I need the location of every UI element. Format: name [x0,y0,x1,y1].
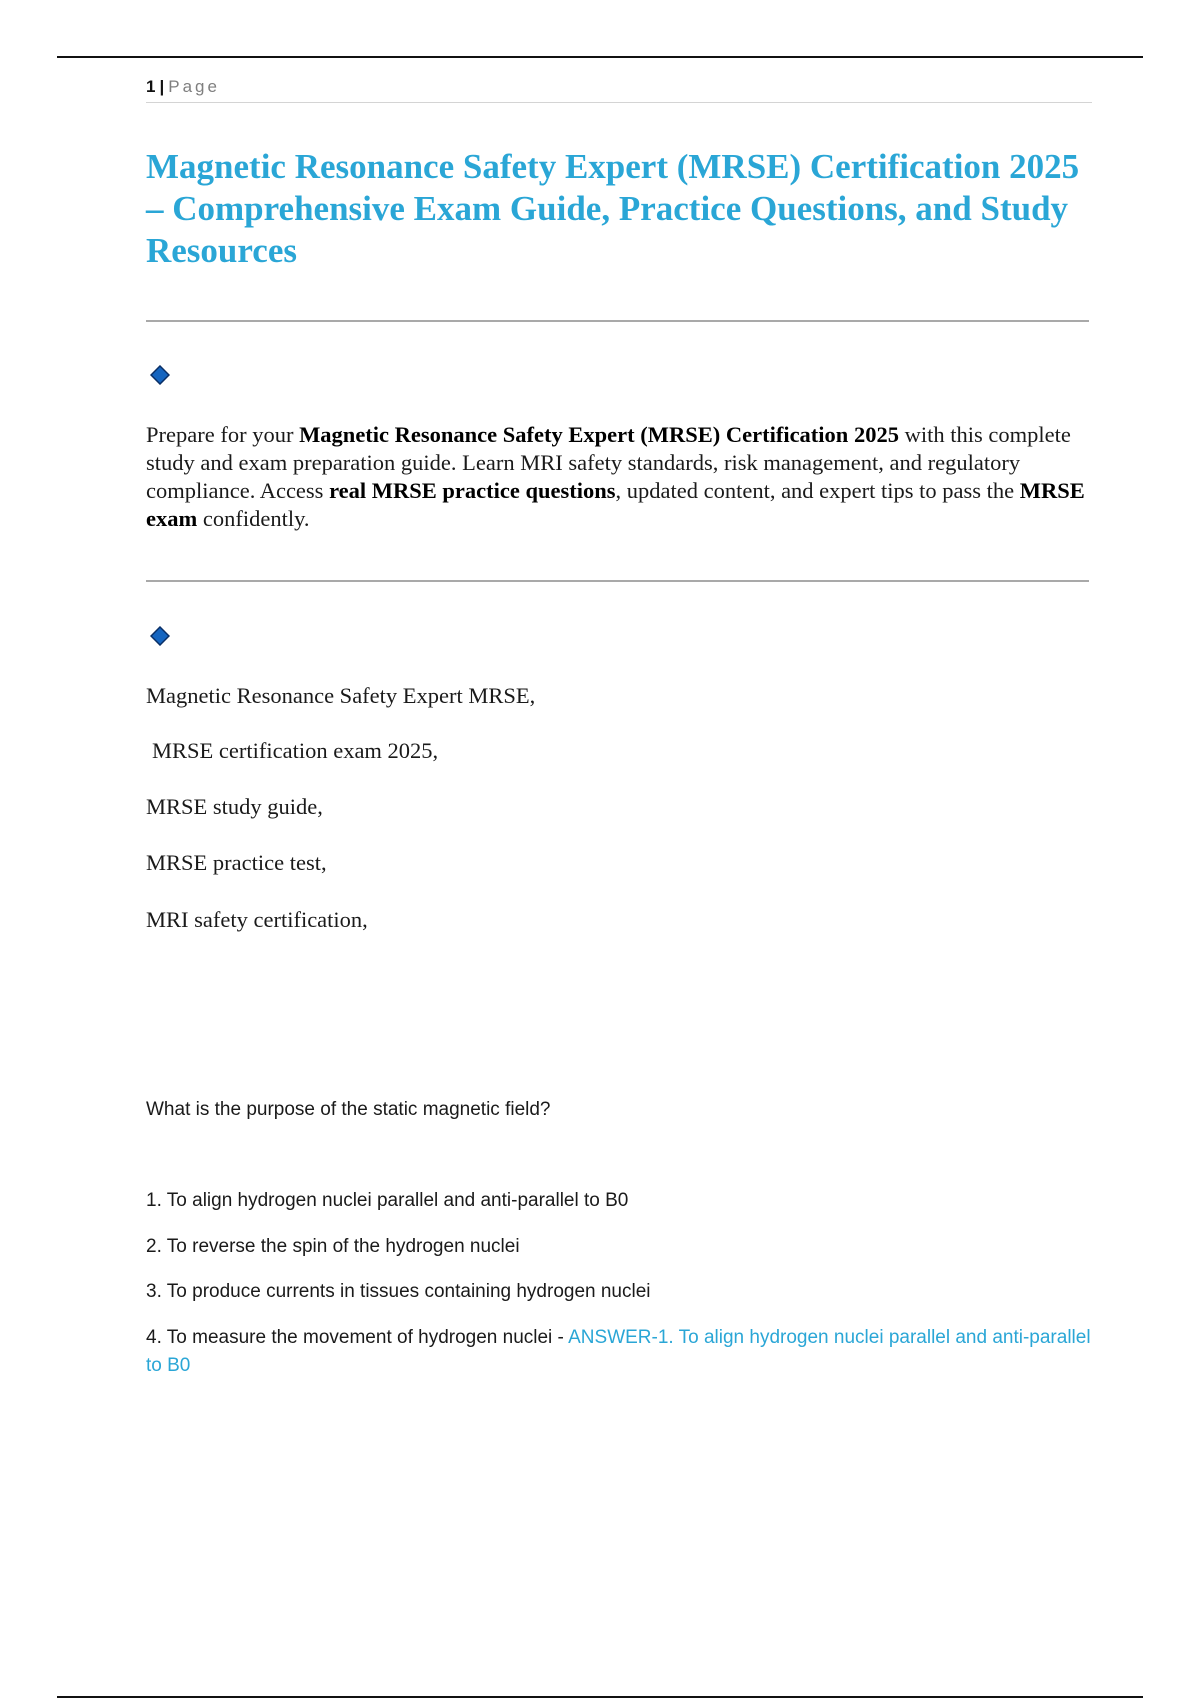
page-number: 1 [146,77,156,96]
section-divider [146,580,1089,582]
intro-paragraph [146,421,1094,533]
intro-text: with this complete study and exam preparation guide. Learn MRI safety standards, risk management, and regulatory compliance. Access [146,422,1071,503]
correct-answer: ANSWER-1. To align hydrogen nuclei parallel and anti-parallel to B0 [146,1327,1091,1376]
answer-option: 1. To align hydrogen nuclei parallel and anti-parallel to B0 [146,1190,629,1211]
document-title: Magnetic Resonance Safety Expert (MRSE) Certification 2025 – Comprehensive Exam Guide, Practice Questions, and Study Resources [146,147,1080,270]
page-label: Page [168,77,220,96]
page-bottom-rule [57,1696,1143,1698]
diamond-bullet-icon [150,365,170,385]
page-top-rule [57,56,1143,58]
answer-option-with-answer [146,1324,1096,1380]
intro-bold-exam: MRSE exam [146,478,1085,531]
intro-text: , updated content, and expert tips to pass the [615,478,1020,503]
diamond-bullet-icon [150,626,170,646]
section-divider [146,320,1089,322]
intro-bold-certification: Magnetic Resonance Safety Expert (MRSE) Certification 2025 [299,422,899,447]
answer-option: 2. To reverse the spin of the hydrogen nuclei [146,1236,520,1257]
intro-bold-practice-questions: real MRSE practice questions [329,478,616,503]
keyword-line: Magnetic Resonance Safety Expert MRSE, [146,683,536,708]
answer-option-text: 4. To measure the movement of hydrogen nuclei - [146,1327,569,1348]
page-header-separator: | [159,77,165,96]
keyword-line: MRSE study guide, [146,794,323,819]
keyword-line: MRI safety certification, [146,907,368,932]
intro-text: Prepare for your [146,422,300,447]
intro-text: confidently. [197,506,310,531]
page-header [146,72,1092,103]
keyword-line: MRSE practice test, [146,850,327,875]
answer-option: 3. To produce currents in tissues containing hydrogen nuclei [146,1281,651,1302]
question-text: What is the purpose of the static magnetic field? [146,1099,551,1120]
keyword-line: MRSE certification exam 2025, [152,738,439,763]
